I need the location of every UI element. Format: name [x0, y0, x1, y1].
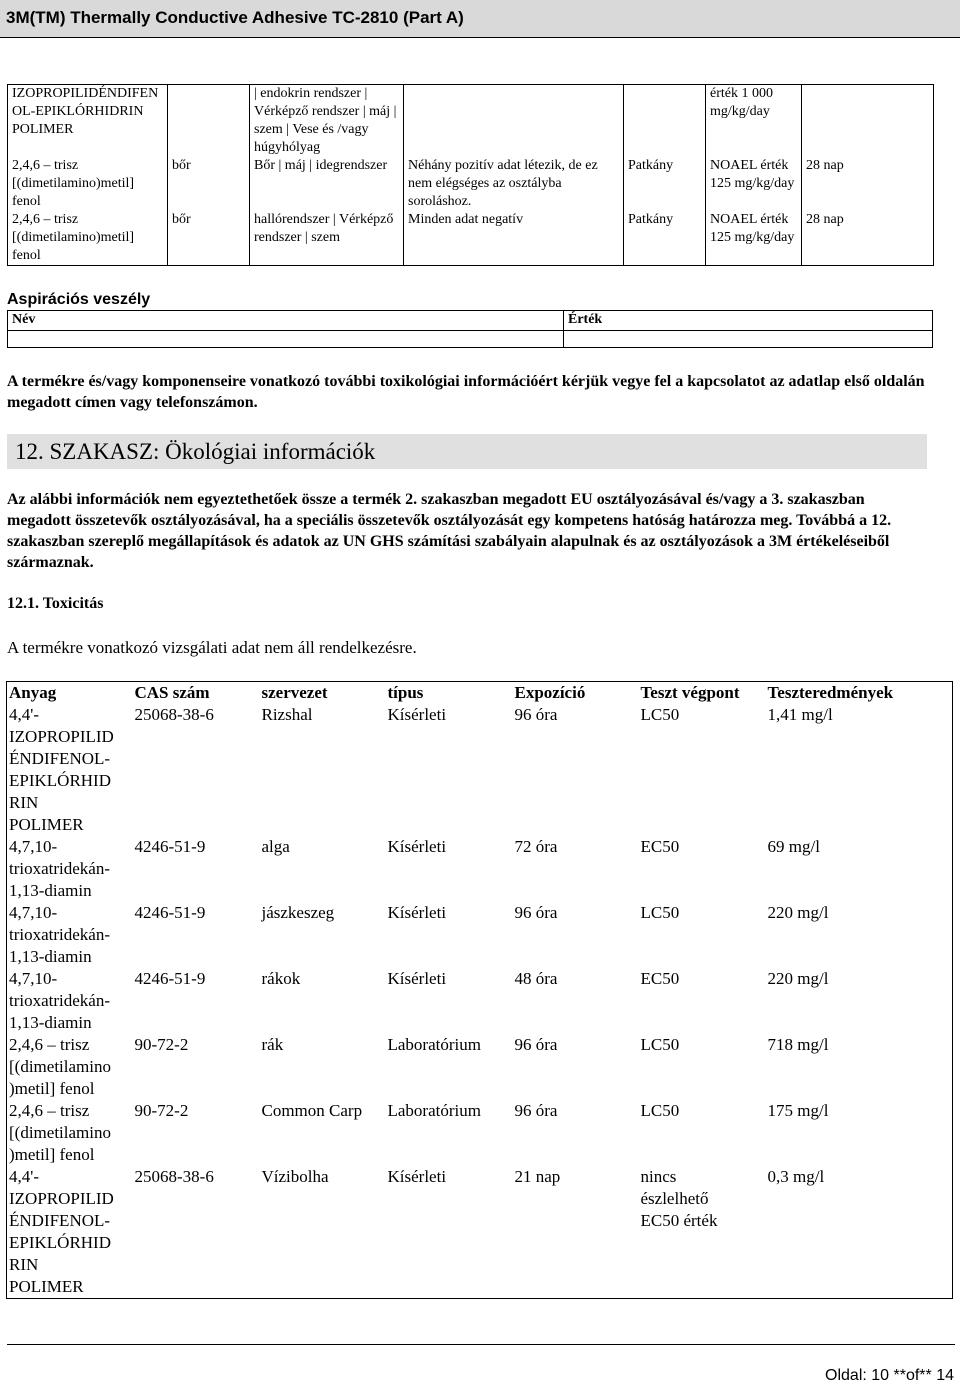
toxicity-table: [7, 84, 934, 266]
cell: érték 1 000 mg/kg/day: [706, 85, 802, 158]
cell: rákok: [261, 969, 301, 988]
subheading: 12.1. Toxicitás: [7, 595, 104, 612]
cell: 96 óra: [514, 903, 558, 922]
table-row: [7, 902, 953, 968]
cell: 175 mg/l: [766, 1100, 953, 1166]
cell: EC50: [640, 837, 680, 856]
cell: 96 óra: [514, 705, 558, 724]
cell: rák: [261, 1035, 284, 1054]
cell: 2,4,6 – trisz [(dimetilamino )metil] fenol: [7, 1034, 133, 1100]
cell: bőr: [168, 211, 250, 266]
column-header: szervezet: [260, 682, 386, 705]
footer-divider: [7, 1344, 955, 1345]
cell: 4,7,10- trioxatridekán- 1,13-diamin: [7, 836, 133, 902]
cell: 718 mg/l: [766, 1034, 953, 1100]
table-row: [7, 836, 953, 902]
cell: 72 óra: [514, 837, 558, 856]
cell: | endokrin rendszer | Vérképző rendszer | máj | szem | Vese és /vagy húgyhólyag: [250, 85, 404, 158]
cell: 25068-38-6: [134, 705, 214, 724]
cell: LC50: [640, 1035, 680, 1054]
cell: Kísérleti: [387, 969, 447, 988]
cell: Rizshal: [261, 705, 313, 724]
table-header-row: [7, 682, 953, 705]
cell: jászkeszeg: [261, 903, 335, 922]
ecotoxicity-table: [6, 681, 953, 1299]
cell: nincs észlelhető EC50 érték: [639, 1166, 766, 1299]
column-header: Expozíció: [513, 682, 639, 705]
column-header: CAS szám: [133, 682, 260, 705]
cell: hallórendszer | Vérképző rendszer | szem: [250, 211, 404, 266]
cell: 4246-51-9: [134, 969, 206, 988]
aspiration-table: [7, 310, 933, 348]
document-title: 3M(TM) Thermally Conductive Adhesive TC-2810 (Part A): [6, 8, 464, 27]
cell: EC50: [640, 969, 680, 988]
cell: Laboratórium: [387, 1101, 481, 1120]
column-header: Anyag: [7, 682, 133, 705]
cell: Common Carp: [261, 1101, 363, 1120]
table-row: [7, 704, 953, 836]
cell: 2,4,6 – trisz [(dimetilamino)metil] fenol: [8, 157, 168, 211]
cell: NOAEL érték 125 mg/kg/day: [706, 211, 802, 266]
cell: 69 mg/l: [766, 836, 953, 902]
table-row: [7, 1100, 953, 1166]
cell: 48 óra: [514, 969, 558, 988]
document-header: [0, 0, 960, 38]
cell: bőr: [168, 157, 250, 211]
cell: 220 mg/l: [766, 902, 953, 968]
cell: 28 nap: [802, 211, 934, 266]
cell: Kísérleti: [387, 837, 447, 856]
cell: 28 nap: [802, 157, 934, 211]
cell: 4,7,10- trioxatridekán- 1,13-diamin: [7, 968, 133, 1034]
cell: Bőr | máj | idegrendszer: [250, 157, 404, 211]
column-header: Teszt végpont: [639, 682, 766, 705]
cell: 96 óra: [514, 1035, 558, 1054]
column-header: Teszteredmények: [766, 682, 953, 705]
cell: 2,4,6 – trisz [(dimetilamino )metil] fenol: [7, 1100, 133, 1166]
cell: 4,7,10- trioxatridekán- 1,13-diamin: [7, 902, 133, 968]
cell: [404, 85, 624, 158]
cell: IZOPROPILIDÉNDIFEN OL-EPIKLÓRHIDRIN POLIMER: [8, 85, 168, 158]
cell: LC50: [640, 705, 680, 724]
cell: Kísérleti: [386, 1166, 513, 1299]
column-header-name: Név: [8, 311, 564, 331]
column-header: típus: [386, 682, 513, 705]
cell: [168, 85, 250, 158]
cell: 4246-51-9: [134, 903, 206, 922]
section-title: 12. SZAKASZ: Ökológiai információk: [7, 434, 927, 469]
cell: Patkány: [624, 211, 706, 266]
cell: Néhány pozitív adat létezik, de ez nem elégséges az osztályba soroláshoz.: [404, 157, 624, 211]
cell: alga: [261, 837, 290, 856]
cell: Minden adat negatív: [404, 211, 624, 266]
cell: [8, 331, 564, 348]
cell: [624, 85, 706, 158]
cell: Patkány: [624, 157, 706, 211]
cell: [802, 85, 934, 158]
table-row: [7, 968, 953, 1034]
cell: Kísérleti: [387, 903, 447, 922]
cell: 4246-51-9: [134, 837, 206, 856]
table-row: [8, 331, 933, 348]
table-row: [7, 1166, 953, 1299]
cell: 96 óra: [514, 1101, 558, 1120]
cell: 4,4'- IZOPROPILID ÉNDIFENOL- EPIKLÓRHID RIN POLIMER: [7, 1166, 133, 1299]
table-row: [8, 211, 934, 266]
section-intro: Az alábbi információk nem egyeztethetőek össze a termék 2. szakaszban megadott EU osztályozásával és/vagy a 3. szakaszban megadott összetevők osztályozásával, ha a speciális összetevők osztályozását egy kompetens hatóság határozza meg. Továbbá a 12. szakaszban szereplő megállapítások és adatok az UN GHS számítási szabályain alapulnak és az osztályozások a 3M értékeléseiből származnak.: [7, 491, 892, 571]
cell: 90-72-2: [134, 1101, 189, 1120]
cell: 25068-38-6: [133, 1166, 260, 1299]
cell: 90-72-2: [134, 1035, 189, 1054]
column-header-value: Érték: [564, 311, 933, 331]
no-data-text: A termékre vonatkozó vizsgálati adat nem áll rendelkezésre.: [7, 638, 417, 657]
cell: Laboratórium: [387, 1035, 481, 1054]
aspiration-heading: Aspirációs veszély: [7, 291, 151, 308]
table-row: [7, 1034, 953, 1100]
cell: 4,4'- IZOPROPILID ÉNDIFENOL- EPIKLÓRHID RIN POLIMER: [7, 704, 133, 836]
cell: NOAEL érték 125 mg/kg/day: [706, 157, 802, 211]
cell: 2,4,6 – trisz [(dimetilamino)metil] fenol: [8, 211, 168, 266]
cell: LC50: [640, 903, 680, 922]
table-row: [8, 85, 934, 158]
cell: 21 nap: [513, 1166, 639, 1299]
cell: [564, 331, 933, 348]
table-header-row: [8, 311, 933, 331]
cell: Kísérleti: [387, 705, 447, 724]
cell: 220 mg/l: [766, 968, 953, 1034]
table-row: [8, 157, 934, 211]
cell: 1,41 mg/l: [766, 704, 953, 836]
page-number: Oldal: 10 **of** 14: [825, 1367, 954, 1384]
toxicology-note: A termékre és/vagy komponenseire vonatkozó további toxikológiai információért kérjük vegye fel a kapcsolatot az adatlap első oldalán megadott címen vagy telefonszámon.: [7, 373, 925, 411]
cell: 0,3 mg/l: [766, 1166, 953, 1299]
cell: LC50: [640, 1101, 680, 1120]
cell: Vízibolha: [260, 1166, 386, 1299]
